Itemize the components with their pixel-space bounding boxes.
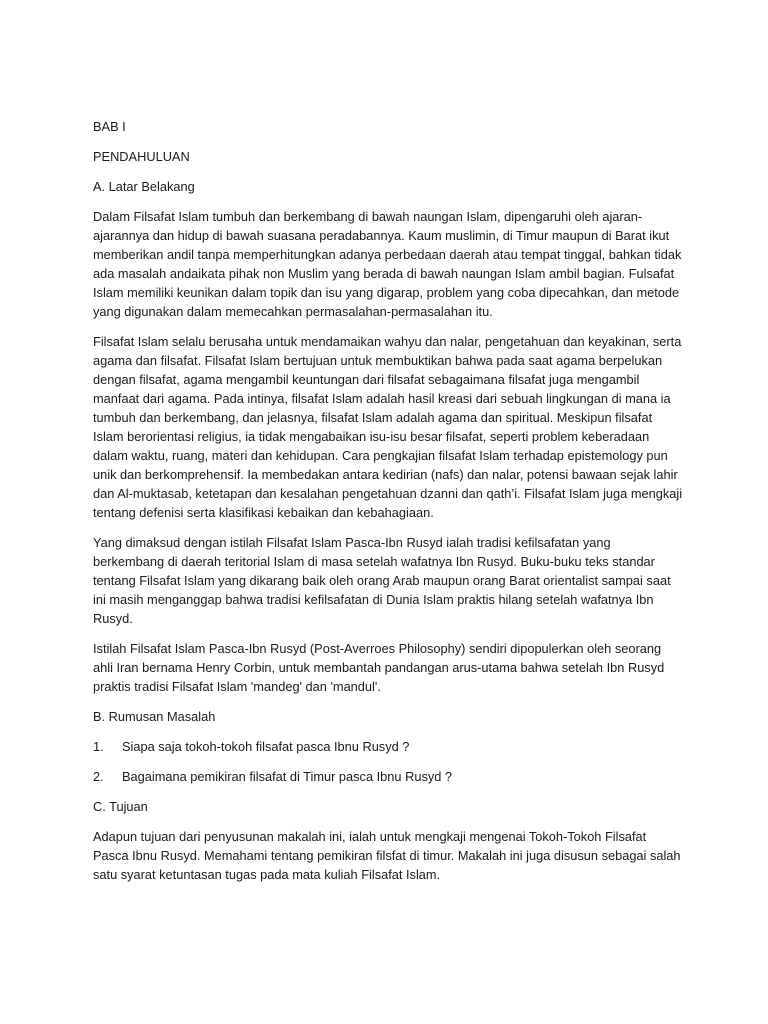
chapter-title: PENDAHULUAN [93,149,190,164]
list-number: 2. [93,769,104,784]
section-b-heading: B. Rumusan Masalah [93,709,216,724]
list-item [93,737,683,756]
paragraph: Filsafat Islam selalu berusaha untuk mendamaikan wahyu dan nalar, pengetahuan dan keyakinan, serta agama dan filsafat. Filsafat Islam bertujuan untuk membuktikan bahwa pada saat agama berpelukan dengan filsafat, agama mengambil keuntungan dari filsafat sebagaimana filsafat juga mengambil manfaat dari agama. Pada intinya, filsafat Islam adalah hasil kreasi dari sebuah lingkungan di mana ia tumbuh dan berkembang, dan jelasnya, filsafat Islam adalah agama dan spiritual. Meskipun filsafat Islam berorientasi religius, ia tidak mengabaikan isu-isu besar filsafat, seperti problem keberadaan dalam waktu, ruang, materi dan kehidupan. Cara pengkajian filsafat Islam terhadap epistemology pun unik dan berkomprehensif. Ia membedakan antara kedirian (nafs) dan nalar, potensi bawaan sejak lahir dan Al-muktasab, ketetapan dan kesalahan pengetahuan dzanni dan qath’i. Filsafat Islam juga mengkaji tentang defenisi serta klasifikasi kebaikan dan kebahagiaan. [93,334,683,520]
section-a-heading: A. Latar Belakang [93,179,195,194]
list-text: Siapa saja tokoh-tokoh filsafat pasca Ibnu Rusyd ? [122,739,410,754]
paragraph: Yang dimaksud dengan istilah Filsafat Islam Pasca-Ibn Rusyd ialah tradisi kefilsafatan yang berkembang di daerah teritorial Islam di masa setelah wafatnya Ibn Rusyd. Buku-buku teks standar tentang Filsafat Islam yang dikarang baik oleh orang Arab maupun orang Barat orientalist sampai saat ini masih menganggap bahwa tradisi kefilsafatan di Dunia Islam praktis hilang setelah wafatnya Ibn Rusyd. [93,535,671,626]
list-text: Bagaimana pemikiran filsafat di Timur pasca Ibnu Rusyd ? [122,769,453,784]
list-item [93,767,683,786]
section-c-heading: C. Tujuan [93,799,148,814]
chapter-label: BAB I [93,119,126,134]
document-text [93,117,683,895]
paragraph: Dalam Filsafat Islam tumbuh dan berkembang di bawah naungan Islam, dipengaruhi oleh ajaran-ajarannya dan hidup di bawah suasana peradabannya. Kaum muslimin, di Timur maupun di Barat ikut memberikan andil tanpa memperhitungkan adanya perbedaan daerah atau tempat tinggal, bahkan tidak ada masalah andaikata pihak non Muslim yang berada di bawah naungan Islam ambil bagian. Fulsafat Islam memiliki keunikan dalam topik dan isu yang digarap, problem yang coba dipecahkan, dan metode yang digunakan dalam memecahkan permasalahan-permasalahan itu. [93,209,682,319]
list-number: 1. [93,739,104,754]
paragraph: Istilah Filsafat Islam Pasca-Ibn Rusyd (Post-Averroes Philosophy) sendiri dipopulerkan oleh seorang ahli Iran bernama Henry Corbin, untuk membantah pandangan arus-utama bahwa setelah Ibn Rusyd praktis tradisi Filsafat Islam 'mandeg' dan 'mandul'. [93,641,665,694]
paragraph: Adapun tujuan dari penyusunan makalah ini, ialah untuk mengkaji mengenai Tokoh-Tokoh Filsafat Pasca Ibnu Rusyd. Memahami tentang pemikiran filsfat di timur. Makalah ini juga disusun sebagai salah satu syarat ketuntasan tugas pada mata kuliah Filsafat Islam. [93,829,681,882]
